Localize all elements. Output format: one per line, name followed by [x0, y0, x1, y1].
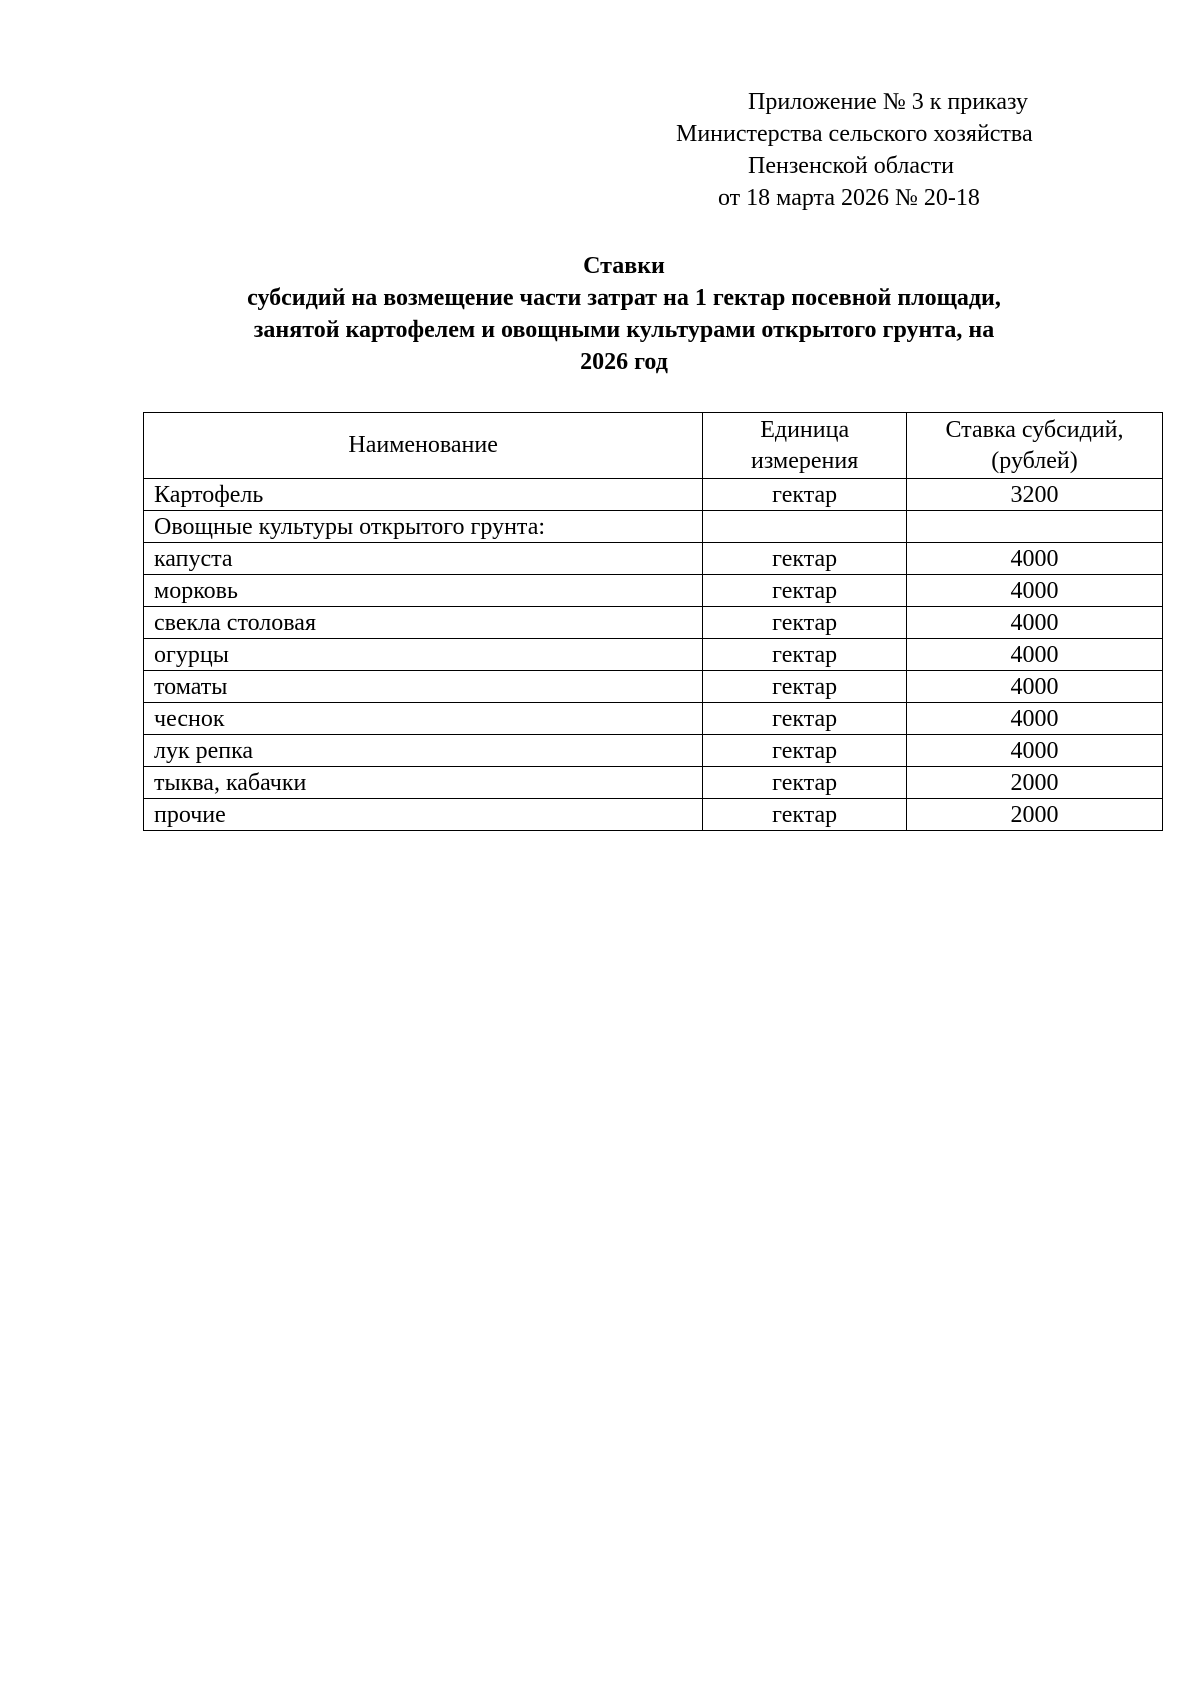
- row-unit: гектар: [703, 767, 907, 799]
- document-title: [0, 250, 1200, 378]
- row-name: Овощные культуры открытого грунта:: [144, 511, 703, 543]
- subsidy-rates-table: [143, 412, 1163, 831]
- appendix-number: Приложение № 3 к приказу: [748, 89, 1028, 115]
- title-line-1: Ставки: [583, 253, 665, 279]
- table-row: [144, 735, 1163, 767]
- row-rate: [907, 511, 1163, 543]
- row-rate: 2000: [907, 799, 1163, 831]
- row-name: свекла столовая: [144, 607, 703, 639]
- table-row: [144, 767, 1163, 799]
- row-unit: [703, 511, 907, 543]
- header-unit-line-1: Единица: [760, 416, 850, 443]
- row-rate: 4000: [907, 543, 1163, 575]
- title-line-4: 2026 год: [580, 349, 668, 375]
- table-header-row: [144, 413, 1163, 479]
- row-name: прочие: [144, 799, 703, 831]
- row-rate: 4000: [907, 735, 1163, 767]
- header-rate-line-2: (рублей): [991, 447, 1078, 474]
- row-unit: гектар: [703, 671, 907, 703]
- row-name: тыква, кабачки: [144, 767, 703, 799]
- row-name: томаты: [144, 671, 703, 703]
- ministry-name: Министерства сельского хозяйства: [676, 121, 1033, 147]
- row-name: капуста: [144, 543, 703, 575]
- row-unit: гектар: [703, 703, 907, 735]
- table-row: [144, 511, 1163, 543]
- row-unit: гектар: [703, 543, 907, 575]
- row-rate: 4000: [907, 575, 1163, 607]
- header-unit-line-2: измерения: [751, 447, 859, 474]
- row-rate: 3200: [907, 479, 1163, 511]
- row-rate: 4000: [907, 671, 1163, 703]
- row-name: Картофель: [144, 479, 703, 511]
- row-name: лук репка: [144, 735, 703, 767]
- row-name: чеснок: [144, 703, 703, 735]
- table-row: [144, 639, 1163, 671]
- row-unit: гектар: [703, 575, 907, 607]
- row-rate: 2000: [907, 767, 1163, 799]
- table-row: [144, 479, 1163, 511]
- table-row: [144, 607, 1163, 639]
- table-row: [144, 799, 1163, 831]
- row-unit: гектар: [703, 735, 907, 767]
- order-date: от 18 марта 2026 № 20-18: [718, 185, 980, 211]
- table-row: [144, 671, 1163, 703]
- table-row: [144, 703, 1163, 735]
- row-rate: 4000: [907, 639, 1163, 671]
- appendix-header: [672, 86, 1112, 214]
- row-rate: 4000: [907, 703, 1163, 735]
- header-rate-line-1: Ставка субсидий,: [945, 416, 1124, 443]
- row-name: огурцы: [144, 639, 703, 671]
- title-line-2: субсидий на возмещение части затрат на 1 гектар посевной площади,: [247, 285, 1001, 311]
- header-name: Наименование: [144, 413, 703, 479]
- header-rate: [907, 413, 1163, 479]
- title-line-3: занятой картофелем и овощными культурами открытого грунта, на: [253, 317, 995, 343]
- row-name: морковь: [144, 575, 703, 607]
- row-rate: 4000: [907, 607, 1163, 639]
- table-row: [144, 575, 1163, 607]
- row-unit: гектар: [703, 607, 907, 639]
- header-unit: [703, 413, 907, 479]
- table-row: [144, 543, 1163, 575]
- region-name: Пензенской области: [748, 153, 954, 179]
- row-unit: гектар: [703, 479, 907, 511]
- row-unit: гектар: [703, 799, 907, 831]
- row-unit: гектар: [703, 639, 907, 671]
